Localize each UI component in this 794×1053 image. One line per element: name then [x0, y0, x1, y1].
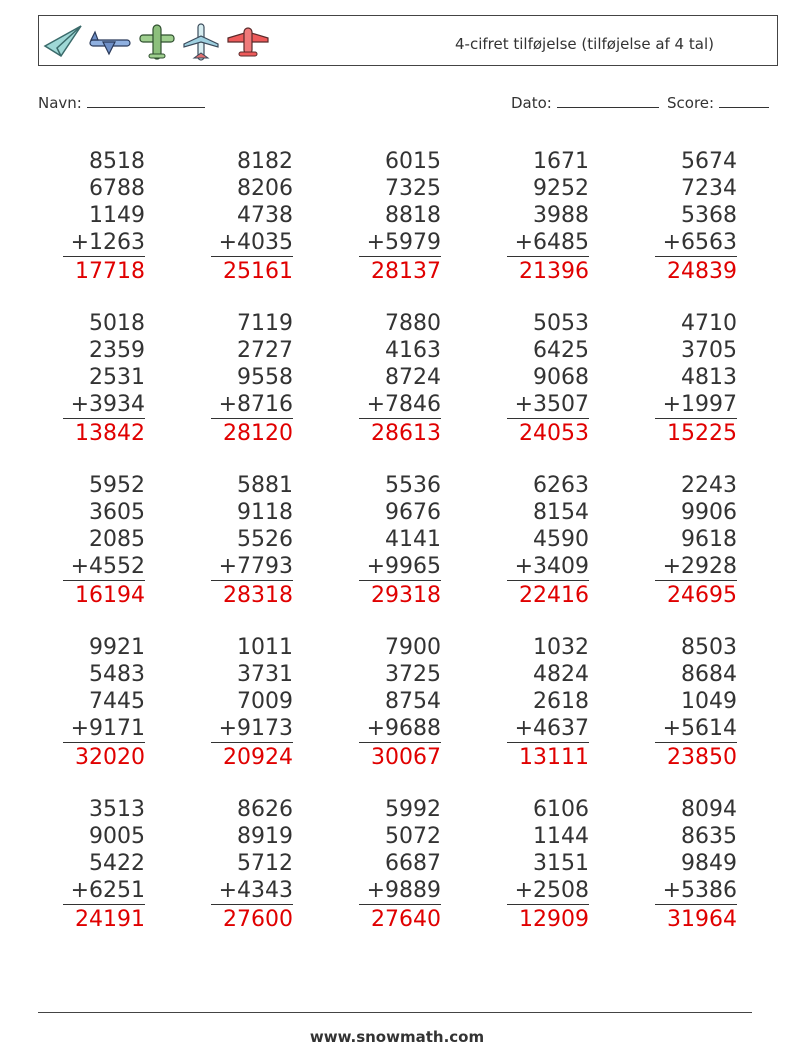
- addend: 6106: [533, 797, 589, 822]
- addend: 9068: [533, 365, 589, 390]
- addition-problem: [35, 796, 145, 933]
- answer: 15225: [667, 421, 737, 446]
- addend-with-plus: +4035: [211, 229, 293, 257]
- addend: 8182: [237, 149, 293, 174]
- addend: 7900: [385, 635, 441, 660]
- name-blank[interactable]: [87, 93, 205, 108]
- addend: 2618: [533, 689, 589, 714]
- addend-with-plus: +9688: [359, 715, 441, 743]
- addend: 1011: [237, 635, 293, 660]
- addend: 6687: [385, 851, 441, 876]
- addend: 9849: [681, 851, 737, 876]
- addend-with-plus: +6563: [655, 229, 737, 257]
- addend: 5018: [89, 311, 145, 336]
- answer: 24191: [75, 907, 145, 932]
- addend: 9005: [89, 824, 145, 849]
- addend-with-plus: +9965: [359, 553, 441, 581]
- addition-problem: [627, 310, 737, 447]
- addend-with-plus: +3934: [63, 391, 145, 419]
- addend: 5674: [681, 149, 737, 174]
- addend-with-plus: +3409: [507, 553, 589, 581]
- addend: 8094: [681, 797, 737, 822]
- answer: 23850: [667, 745, 737, 770]
- header-icons: [43, 20, 271, 64]
- addend: 8206: [237, 176, 293, 201]
- addend: 8154: [533, 500, 589, 525]
- answer: 24053: [519, 421, 589, 446]
- propeller-plane-icon: [137, 22, 177, 62]
- addition-problem: [479, 148, 589, 285]
- score-field: [667, 93, 769, 112]
- addend: 1149: [89, 203, 145, 228]
- addition-problem: [183, 796, 293, 933]
- addend: 5952: [89, 473, 145, 498]
- addend: 4163: [385, 338, 441, 363]
- date-label: Dato:: [511, 94, 552, 112]
- answer: 28120: [223, 421, 293, 446]
- answer: 13842: [75, 421, 145, 446]
- addition-problem: [331, 310, 441, 447]
- date-field: [511, 93, 659, 112]
- addend: 2085: [89, 527, 145, 552]
- score-blank[interactable]: [719, 93, 769, 108]
- addition-problem: [627, 634, 737, 771]
- addend: 4813: [681, 365, 737, 390]
- name-field: [38, 93, 205, 112]
- addend: 9618: [681, 527, 737, 552]
- addend-with-plus: +7793: [211, 553, 293, 581]
- answer: 25161: [223, 259, 293, 284]
- addition-problem: [331, 472, 441, 609]
- addition-problem: [331, 634, 441, 771]
- addition-problem: [35, 472, 145, 609]
- answer: 21396: [519, 259, 589, 284]
- addend: 3513: [89, 797, 145, 822]
- addend: 1032: [533, 635, 589, 660]
- addend: 7234: [681, 176, 737, 201]
- addend: 8518: [89, 149, 145, 174]
- addend: 5072: [385, 824, 441, 849]
- addition-problem: [331, 148, 441, 285]
- answer: 24839: [667, 259, 737, 284]
- addend: 6263: [533, 473, 589, 498]
- addition-problem: [627, 148, 737, 285]
- addend-with-plus: +3507: [507, 391, 589, 419]
- addend: 4141: [385, 527, 441, 552]
- addend: 5992: [385, 797, 441, 822]
- answer: 29318: [371, 583, 441, 608]
- answer: 16194: [75, 583, 145, 608]
- addend: 9252: [533, 176, 589, 201]
- addend: 4590: [533, 527, 589, 552]
- addend: 1671: [533, 149, 589, 174]
- addition-problem: [479, 472, 589, 609]
- addition-problem: [627, 796, 737, 933]
- answer: 27640: [371, 907, 441, 932]
- addition-problem: [35, 310, 145, 447]
- answer: 24695: [667, 583, 737, 608]
- addend-with-plus: +1997: [655, 391, 737, 419]
- red-plane-icon: [225, 22, 271, 62]
- addend: 5368: [681, 203, 737, 228]
- addend: 3988: [533, 203, 589, 228]
- addend: 9921: [89, 635, 145, 660]
- addend: 8919: [237, 824, 293, 849]
- addition-problem: [183, 634, 293, 771]
- addition-problem: [479, 796, 589, 933]
- addend: 2359: [89, 338, 145, 363]
- addend-with-plus: +9889: [359, 877, 441, 905]
- answer: 28613: [371, 421, 441, 446]
- addend: 8818: [385, 203, 441, 228]
- answer: 12909: [519, 907, 589, 932]
- addend-with-plus: +4637: [507, 715, 589, 743]
- addend: 6015: [385, 149, 441, 174]
- answer: 22416: [519, 583, 589, 608]
- addend-with-plus: +9171: [63, 715, 145, 743]
- addend: 5483: [89, 662, 145, 687]
- addend-with-plus: +2928: [655, 553, 737, 581]
- jet-plane-icon: [87, 22, 133, 62]
- footer-divider: [38, 1012, 752, 1013]
- addend: 9676: [385, 500, 441, 525]
- addend: 8626: [237, 797, 293, 822]
- addend: 2727: [237, 338, 293, 363]
- score-label: Score:: [667, 94, 715, 112]
- addend: 9906: [681, 500, 737, 525]
- airliner-icon: [181, 22, 221, 62]
- addend: 6788: [89, 176, 145, 201]
- answer: 28137: [371, 259, 441, 284]
- addend: 4824: [533, 662, 589, 687]
- answer: 30067: [371, 745, 441, 770]
- addend: 5712: [237, 851, 293, 876]
- date-blank[interactable]: [557, 93, 659, 108]
- name-label: Navn:: [38, 94, 82, 112]
- addition-problem: [479, 310, 589, 447]
- addend-with-plus: +2508: [507, 877, 589, 905]
- addend: 4738: [237, 203, 293, 228]
- addend: 3705: [681, 338, 737, 363]
- addend-with-plus: +6251: [63, 877, 145, 905]
- addend: 1049: [681, 689, 737, 714]
- page-title: 4-cifret tilføjelse (tilføjelse af 4 tal): [455, 35, 714, 53]
- addend: 8684: [681, 662, 737, 687]
- addend-with-plus: +4343: [211, 877, 293, 905]
- addend: 3725: [385, 662, 441, 687]
- addend: 3151: [533, 851, 589, 876]
- addend: 5422: [89, 851, 145, 876]
- addend: 8503: [681, 635, 737, 660]
- addend: 7325: [385, 176, 441, 201]
- addend: 7880: [385, 311, 441, 336]
- answer: 13111: [519, 745, 589, 770]
- addition-problem: [183, 148, 293, 285]
- addend-with-plus: +5614: [655, 715, 737, 743]
- addend-with-plus: +9173: [211, 715, 293, 743]
- answer: 20924: [223, 745, 293, 770]
- addition-problem: [35, 634, 145, 771]
- header-box: [38, 15, 778, 66]
- addend: 5881: [237, 473, 293, 498]
- addend-with-plus: +4552: [63, 553, 145, 581]
- addend: 2531: [89, 365, 145, 390]
- addition-problem: [35, 148, 145, 285]
- addend: 8635: [681, 824, 737, 849]
- addend: 5526: [237, 527, 293, 552]
- addend: 3731: [237, 662, 293, 687]
- addend: 5536: [385, 473, 441, 498]
- addend: 9118: [237, 500, 293, 525]
- addend-with-plus: +7846: [359, 391, 441, 419]
- addend: 7445: [89, 689, 145, 714]
- answer: 17718: [75, 259, 145, 284]
- answer: 27600: [223, 907, 293, 932]
- addition-problem: [183, 310, 293, 447]
- addition-problem: [183, 472, 293, 609]
- addend: 6425: [533, 338, 589, 363]
- addition-problem: [331, 796, 441, 933]
- addend: 8754: [385, 689, 441, 714]
- answer: 28318: [223, 583, 293, 608]
- addend: 4710: [681, 311, 737, 336]
- addend-with-plus: +5386: [655, 877, 737, 905]
- footer-site: www.snowmath.com: [309, 1028, 485, 1046]
- answer: 32020: [75, 745, 145, 770]
- addend-with-plus: +5979: [359, 229, 441, 257]
- addend-with-plus: +8716: [211, 391, 293, 419]
- addend-with-plus: +1263: [63, 229, 145, 257]
- addition-problem: [479, 634, 589, 771]
- addition-problem: [627, 472, 737, 609]
- answer: 31964: [667, 907, 737, 932]
- addend: 5053: [533, 311, 589, 336]
- addend: 7119: [237, 311, 293, 336]
- addend: 9558: [237, 365, 293, 390]
- addend: 1144: [533, 824, 589, 849]
- addend: 8724: [385, 365, 441, 390]
- addend: 7009: [237, 689, 293, 714]
- paper-plane-icon: [43, 22, 83, 62]
- addend-with-plus: +6485: [507, 229, 589, 257]
- addend: 2243: [681, 473, 737, 498]
- addend: 3605: [89, 500, 145, 525]
